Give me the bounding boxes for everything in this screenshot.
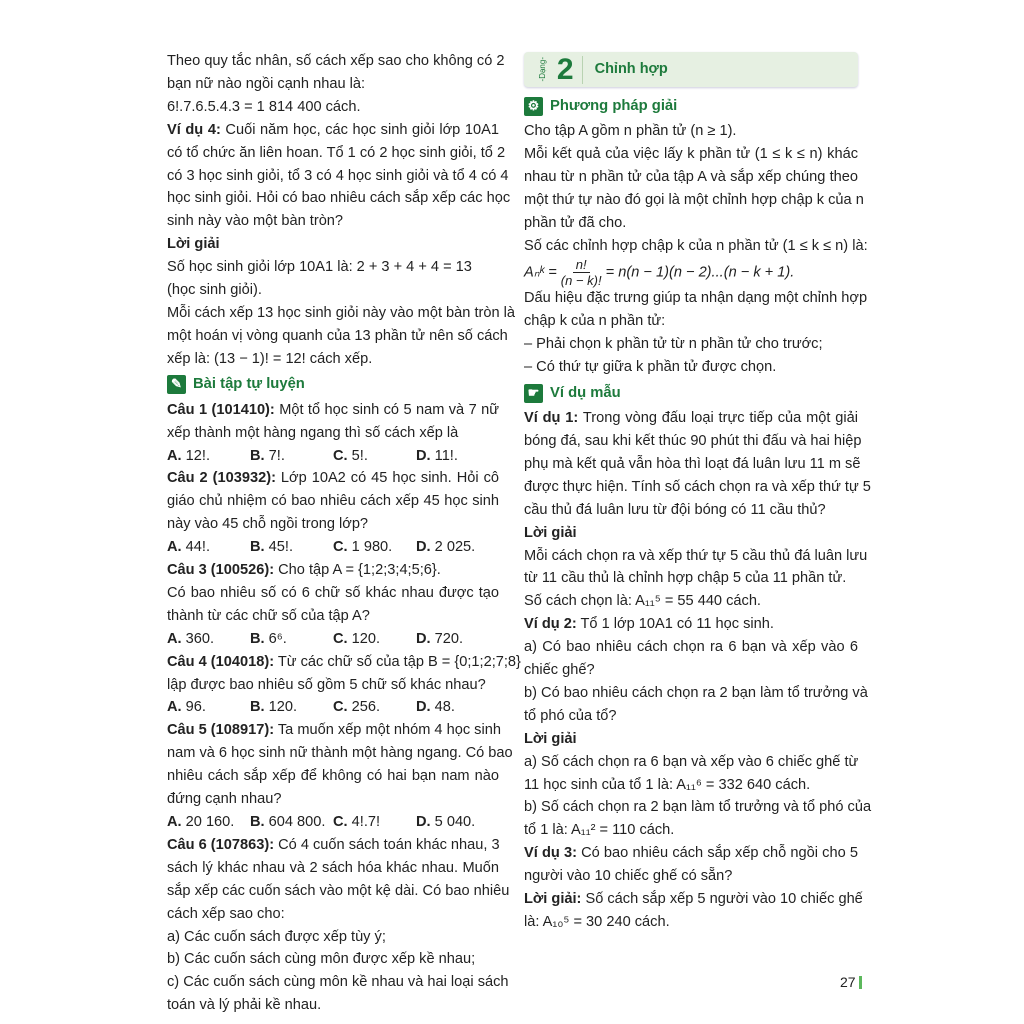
answer-options xyxy=(167,628,499,651)
line-text: cầu thủ đá luân lưu từ đội bóng có 11 cầu thủ? xyxy=(524,501,826,518)
option-value: 360. xyxy=(185,630,215,647)
formula-suffix: = n(n − 1)(n − 2)...(n − k + 1). xyxy=(601,264,795,281)
line-text: b) Số cách chọn ra 2 bạn làm tổ trưởng và tổ phó của xyxy=(524,799,872,816)
line-text: c) Các cuốn sách cùng môn kề nhau và hai loại sách xyxy=(167,974,509,991)
text-line xyxy=(167,719,499,742)
line-text: Có 4 cuốn sách toán khác nhau, 3 xyxy=(274,836,500,853)
text-line xyxy=(524,407,858,430)
line-text: b) Các cuốn sách cùng môn được xếp kề nhau; xyxy=(167,951,476,968)
text-line xyxy=(524,636,858,659)
line-text: cách xếp sao cho: xyxy=(167,905,285,922)
text-line xyxy=(167,165,509,188)
text-line xyxy=(167,651,521,674)
answer-option xyxy=(416,811,499,834)
option-letter: D. xyxy=(416,447,431,464)
bold-label: Câu 6 (107863): xyxy=(167,836,275,853)
section-number: 2 xyxy=(556,52,574,86)
bold-label: Câu 5 (108917): xyxy=(167,722,275,739)
text-line xyxy=(524,819,858,842)
formula-line xyxy=(524,257,858,287)
bold-label: Ví dụ 2: xyxy=(524,616,577,633)
line-text: người vào 10 chiếc ghế có sẵn? xyxy=(524,868,733,885)
text-line xyxy=(167,605,499,628)
line-text: Mỗi cách chọn ra và xếp thứ tự 5 cầu thủ đá luân lưu xyxy=(524,547,868,564)
text-line xyxy=(167,187,511,210)
text-line xyxy=(524,143,858,166)
text-line xyxy=(524,796,872,819)
line-text: nhiêu cách sắp xếp để không có hai bạn nam nào xyxy=(167,768,499,785)
text-line xyxy=(524,682,868,705)
text-line xyxy=(524,356,858,379)
section-title: Chỉnh hợp xyxy=(594,61,668,78)
left-column xyxy=(167,50,521,1017)
line-text: 6!.7.6.5.4.3 = 1 814 400 cách. xyxy=(167,98,361,115)
answer-option xyxy=(167,445,250,468)
line-text: Có bao nhiêu số có 6 chữ số khác nhau được tạo xyxy=(167,584,499,601)
line-text: a) Các cuốn sách được xếp tùy ý; xyxy=(167,928,386,945)
line-text: là: A₁₀⁵ = 30 240 cách. xyxy=(524,914,670,930)
option-letter: A. xyxy=(167,447,182,464)
line-text: Một tổ học sinh có 5 nam và 7 nữ xyxy=(274,401,499,418)
option-letter: B. xyxy=(250,447,265,464)
answer-option xyxy=(250,628,333,651)
heading-text: Phương pháp giải xyxy=(550,97,678,114)
answer-option xyxy=(333,628,416,651)
line-text: bạn nữ nào ngồi cạnh nhau là: xyxy=(167,75,366,92)
line-text: a) Có bao nhiêu cách chọn ra 6 bạn và xếp vào 6 xyxy=(524,639,858,656)
section-label: -Dạng- xyxy=(538,57,547,82)
text-line xyxy=(524,189,864,212)
text-line xyxy=(167,422,499,445)
option-value: 1 980. xyxy=(351,539,393,556)
line-text: Mỗi cách xếp 13 học sinh giỏi này vào một bàn tròn là xyxy=(167,304,516,321)
page-marker xyxy=(859,976,862,989)
option-value: 604 800. xyxy=(268,814,326,830)
text-line xyxy=(167,467,499,490)
answer-option xyxy=(167,811,250,834)
line-text: Từ các chữ số của tập B = {0;1;2;7;8} xyxy=(274,653,521,670)
line-text: xếp thành một hàng ngang thì số cách xếp là xyxy=(167,424,459,441)
text-line xyxy=(524,120,858,143)
answer-option xyxy=(333,696,416,719)
section-header xyxy=(524,52,858,87)
option-letter: B. xyxy=(250,699,265,716)
answer-option xyxy=(416,536,499,559)
text-line xyxy=(524,310,858,333)
text-line xyxy=(524,705,858,728)
text-line xyxy=(167,490,499,513)
section-heading xyxy=(524,380,858,406)
text-line xyxy=(167,96,499,119)
fraction xyxy=(561,257,602,288)
fraction-denominator: (n − k)! xyxy=(560,273,602,289)
option-value: 5 040. xyxy=(434,814,476,830)
line-text: 11 học sinh của tổ 1 là: A₁₁⁶ = 332 640 cách. xyxy=(524,776,811,793)
heading-text: Bài tập tự luyện xyxy=(193,376,305,393)
text-line xyxy=(524,613,858,636)
section-heading xyxy=(167,372,499,398)
text-line xyxy=(524,235,868,258)
bold-label: Ví dụ 1: xyxy=(524,410,579,427)
line-text: một thứ tự nào đó gọi là một chỉnh hợp chập k của n xyxy=(524,191,864,208)
line-text: thành từ các chữ số của tập A? xyxy=(167,607,370,624)
option-value: 48. xyxy=(434,699,455,716)
bold-label: Lời giải: xyxy=(524,891,582,908)
text-line xyxy=(167,788,499,811)
line-text: Tổ 1 lớp 10A1 có 11 học sinh. xyxy=(576,616,774,633)
bold-label: Lời giải xyxy=(524,730,577,747)
text-line xyxy=(167,513,499,536)
gear-icon: ⚙ xyxy=(524,97,543,116)
line-text: Cho tập A = {1;2;3;4;5;6}. xyxy=(274,562,441,579)
line-text: Số cách sắp xếp 5 người vào 10 chiếc ghế xyxy=(581,891,863,908)
option-value: 120. xyxy=(268,699,298,716)
line-text: b) Có bao nhiêu cách chọn ra 2 bạn làm tổ trưởng và xyxy=(524,684,868,701)
text-line xyxy=(524,728,858,751)
text-line xyxy=(524,751,858,774)
line-text: chiếc ghế? xyxy=(524,662,595,679)
option-value: 4!.7! xyxy=(351,814,381,830)
fraction-numerator: n! xyxy=(573,257,590,273)
answer-options xyxy=(167,536,499,559)
line-text: được thực hiện. Tính số cách chọn ra và xếp thứ tự 5 xyxy=(524,478,871,495)
line-text: giáo chủ nhiệm có bao nhiêu cách xếp 45 học sinh xyxy=(167,493,499,510)
answer-option xyxy=(416,628,499,651)
line-text: xếp là: (13 − 1)! = 12! cách xếp. xyxy=(167,350,373,367)
line-text: Số học sinh giỏi lớp 10A1 là: 2 + 3 + 4 + 4 = 13 xyxy=(167,259,472,276)
line-text: Mỗi kết quả của việc lấy k phần tử (1 ≤ k ≤ n) khác xyxy=(524,145,858,162)
bold-label: Câu 1 (101410): xyxy=(167,401,275,418)
bold-label: Câu 3 (100526): xyxy=(167,562,275,579)
bold-label: Câu 2 (103932): xyxy=(167,470,276,487)
text-line xyxy=(167,302,516,325)
option-letter: C. xyxy=(333,539,348,556)
text-line xyxy=(167,834,499,857)
text-line xyxy=(524,522,858,545)
line-text: phần tử đã cho. xyxy=(524,214,627,231)
text-line xyxy=(167,73,499,96)
line-text: lập được bao nhiêu số gồm 5 chữ số khác nhau? xyxy=(167,676,486,693)
option-letter: D. xyxy=(416,539,431,556)
answer-options xyxy=(167,811,499,834)
pointing-hand-icon: ☛ xyxy=(524,384,543,403)
line-text: – Có thứ tự giữa k phần tử được chọn. xyxy=(524,359,777,376)
answer-option xyxy=(250,536,333,559)
line-text: Trong vòng đấu loại trực tiếp của một giải xyxy=(578,410,859,427)
text-line xyxy=(167,971,509,994)
text-line xyxy=(167,348,499,371)
answer-option xyxy=(416,445,499,468)
option-letter: B. xyxy=(250,814,265,830)
option-value: 6⁶. xyxy=(268,630,287,647)
line-text: Số cách chọn là: A₁₁⁵ = 55 440 cách. xyxy=(524,593,761,610)
text-line xyxy=(524,166,858,189)
line-text: Dấu hiệu đặc trưng giúp ta nhận dạng một chỉnh hợp xyxy=(524,290,868,307)
option-letter: A. xyxy=(167,814,182,830)
line-text: sách lý khác nhau và 2 sách hóa khác nhau. Muốn xyxy=(167,859,499,876)
option-letter: D. xyxy=(416,814,431,830)
option-value: 720. xyxy=(434,630,464,647)
line-text: (học sinh giỏi). xyxy=(167,282,262,299)
option-value: 12!. xyxy=(185,447,210,464)
option-letter: B. xyxy=(250,630,265,647)
answer-options xyxy=(167,696,499,719)
line-text: a) Số cách chọn ra 6 bạn và xếp vào 6 chiếc ghế từ xyxy=(524,753,859,770)
option-letter: C. xyxy=(333,630,348,647)
answer-option xyxy=(167,536,250,559)
text-line xyxy=(524,865,858,888)
text-line xyxy=(167,142,506,165)
formula-prefix: Aₙᵏ = xyxy=(524,264,561,281)
text-line xyxy=(167,948,499,971)
bold-label: Lời giải xyxy=(167,236,220,253)
right-column xyxy=(524,52,872,934)
section-heading xyxy=(524,93,858,119)
text-line xyxy=(167,325,508,348)
line-text: này vào 45 chỗ ngồi trong lớp? xyxy=(167,516,369,533)
line-text: chập k của n phần tử: xyxy=(524,313,666,330)
page-number-text: 27 xyxy=(840,974,856,990)
option-letter: A. xyxy=(167,630,182,647)
line-text: tổ 1 là: A₁₁² = 110 cách. xyxy=(524,822,675,839)
option-value: 2 025. xyxy=(434,539,476,556)
line-text: Ta muốn xếp một nhóm 4 học sinh xyxy=(274,722,501,739)
text-line xyxy=(167,233,499,256)
text-line xyxy=(524,888,863,911)
answer-option xyxy=(250,696,333,719)
text-line xyxy=(167,880,510,903)
text-line xyxy=(167,994,499,1017)
text-line xyxy=(167,926,499,949)
line-text: Cho tập A gồm n phần tử (n ≥ 1). xyxy=(524,123,737,139)
text-line xyxy=(167,582,499,605)
text-line xyxy=(524,287,868,310)
text-line xyxy=(167,742,513,765)
text-line xyxy=(524,659,858,682)
answer-option xyxy=(167,628,250,651)
option-value: 96. xyxy=(185,699,206,716)
text-line xyxy=(524,774,858,797)
answer-option xyxy=(250,445,333,468)
right-column-body xyxy=(524,93,872,934)
line-text: sinh này vào một bàn tròn? xyxy=(167,213,344,230)
answer-option xyxy=(416,696,499,719)
text-line xyxy=(524,476,871,499)
answer-option xyxy=(333,811,416,834)
text-line xyxy=(524,590,858,613)
line-text: toán và lý phải kề nhau. xyxy=(167,997,322,1014)
option-value: 7!. xyxy=(268,447,285,464)
text-line xyxy=(167,765,499,788)
line-text: sắp xếp các cuốn sách vào một kệ dài. Có bao nhiêu xyxy=(167,882,510,899)
text-line xyxy=(524,430,862,453)
text-line xyxy=(524,911,858,934)
text-line xyxy=(167,279,499,302)
answer-option xyxy=(250,811,333,834)
text-line xyxy=(524,842,858,865)
line-text: có 3 học sinh giỏi, tổ 3 có 4 học sinh giỏi và tổ 4 có 4 xyxy=(167,167,509,184)
line-text: có tổ chức ăn liên hoan. Tổ 1 có 2 học sinh giỏi, tổ 2 xyxy=(167,144,506,161)
bold-label: Ví dụ 4: xyxy=(167,121,221,138)
option-value: 44!. xyxy=(185,539,210,556)
text-line xyxy=(524,545,868,568)
page-number xyxy=(840,974,862,990)
text-line xyxy=(167,50,505,73)
heading-text: Ví dụ mẫu xyxy=(550,384,621,401)
line-text: Có bao nhiêu cách sắp xếp chỗ ngồi cho 5 xyxy=(576,845,858,862)
option-letter: B. xyxy=(250,539,265,556)
answer-options xyxy=(167,445,499,468)
option-value: 11!. xyxy=(434,447,458,464)
text-line xyxy=(524,499,858,522)
text-line xyxy=(167,210,499,233)
text-line xyxy=(167,256,499,279)
option-letter: D. xyxy=(416,699,431,716)
line-text: đứng cạnh nhau? xyxy=(167,791,282,808)
option-value: 45!. xyxy=(268,539,293,556)
line-text: một hoán vị vòng quanh của 13 phần tử nên số cách xyxy=(167,327,508,344)
option-letter: D. xyxy=(416,630,431,647)
text-line xyxy=(167,119,499,142)
text-line xyxy=(167,903,499,926)
answer-option xyxy=(167,696,250,719)
option-letter: C. xyxy=(333,699,348,716)
line-text: Theo quy tắc nhân, số cách xếp sao cho không có 2 xyxy=(167,53,505,69)
text-line xyxy=(167,399,499,422)
line-text: Lớp 10A2 có 45 học sinh. Hỏi cô xyxy=(275,470,499,487)
bold-label: Lời giải xyxy=(524,524,577,541)
line-text: từ 11 cầu thủ là chỉnh hợp chập 5 của 11 phần tử. xyxy=(524,570,847,587)
line-text: phụ mà kết quả vẫn hòa thì loạt đá luân lưu 11 m sẽ xyxy=(524,455,861,472)
text-line xyxy=(524,333,858,356)
bold-label: Ví dụ 3: xyxy=(524,845,577,862)
answer-option xyxy=(333,445,416,468)
pencil-icon: ✎ xyxy=(167,375,186,394)
answer-option xyxy=(333,536,416,559)
line-text: nhau từ n phần tử của tập A và sắp xếp chúng theo xyxy=(524,168,858,185)
option-value: 256. xyxy=(351,699,381,716)
option-value: 5!. xyxy=(351,447,368,464)
option-letter: C. xyxy=(333,814,348,830)
option-letter: A. xyxy=(167,699,182,716)
line-text: nam và 6 học sinh nữ thành một hàng ngang. Có bao xyxy=(167,745,513,762)
line-text: Số các chỉnh hợp chập k của n phần tử (1 ≤ k ≤ n) là: xyxy=(524,237,868,254)
text-line xyxy=(524,212,858,235)
line-text: bóng đá, sau khi kết thúc 90 phút thi đấu và hai hiệp xyxy=(524,432,862,449)
line-text: – Phải chọn k phần tử từ n phần tử cho trước; xyxy=(524,336,823,353)
option-letter: A. xyxy=(167,539,182,556)
text-line xyxy=(524,453,861,476)
bold-label: Câu 4 (104018): xyxy=(167,653,275,670)
option-letter: C. xyxy=(333,447,348,464)
text-line xyxy=(167,857,499,880)
option-value: 20 160. xyxy=(185,814,235,830)
line-text: học sinh giỏi. Hỏi có bao nhiêu cách sắp xếp các học xyxy=(167,190,511,207)
text-line xyxy=(167,674,499,697)
line-text: Cuối năm học, các học sinh giỏi lớp 10A1 xyxy=(220,121,499,138)
text-line xyxy=(524,567,858,590)
text-line xyxy=(167,559,499,582)
divider xyxy=(582,56,583,84)
option-value: 120. xyxy=(351,630,381,647)
line-text: tổ phó của tổ? xyxy=(524,707,617,724)
